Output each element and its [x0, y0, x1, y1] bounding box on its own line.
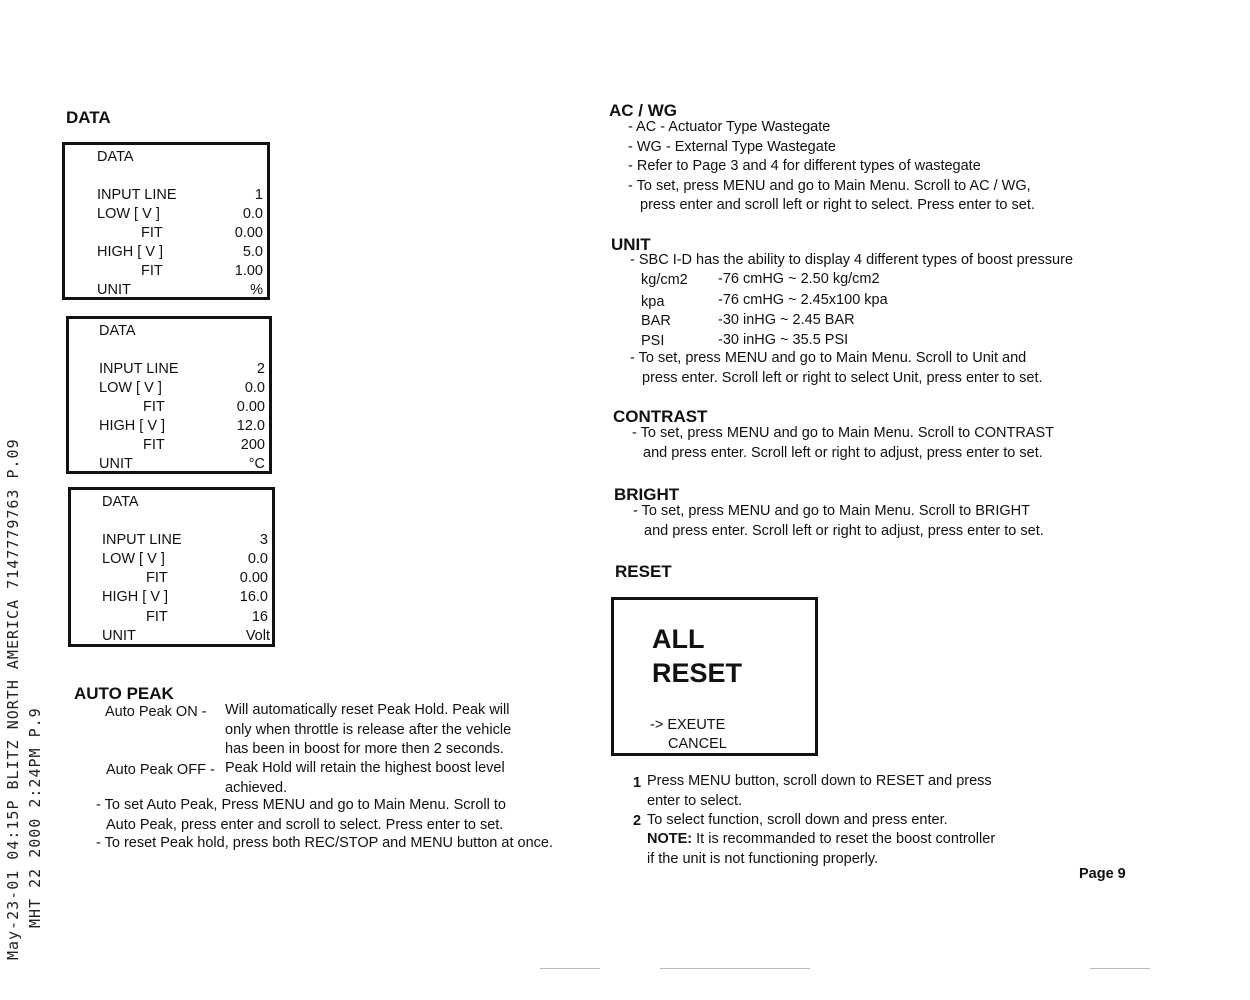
unit-value: °C — [248, 456, 265, 472]
input-line-value: 3 — [259, 532, 268, 548]
fit-value: 0.00 — [236, 399, 265, 415]
low-label: LOW [ V ] — [102, 551, 165, 567]
all-reset-screen — [611, 597, 818, 756]
unit-row-name: kpa — [641, 294, 665, 310]
high-value: 12.0 — [236, 418, 265, 434]
text-line: - To set Auto Peak, Press MENU and go to Main Menu. Scroll to — [96, 797, 506, 813]
fit-value: 0.00 — [234, 225, 263, 241]
auto-peak-set-instructions — [96, 796, 506, 835]
input-line-value: 2 — [256, 361, 265, 377]
auto-peak-off-label: Auto Peak OFF - — [106, 762, 215, 778]
reset-step-2-text: To select function, scroll down and press enter. — [647, 812, 948, 828]
high-label: HIGH [ V ] — [102, 589, 169, 605]
input-line-label: INPUT LINE — [97, 187, 177, 203]
text-line: if the unit is not functioning properly. — [647, 850, 879, 867]
unit-row-range: -76 cmHG ~ 2.45x100 kpa — [718, 292, 888, 308]
text-line: Auto Peak, press enter and scroll to select. Press enter to set. — [106, 816, 504, 833]
all-reset-line-2: RESET — [652, 658, 743, 688]
text-line: and press enter. Scroll left or right to adjust, press enter to set. — [644, 522, 1044, 539]
unit-row-range: -30 inHG ~ 2.45 BAR — [718, 312, 855, 328]
text-line: - WG - External Type Wastegate — [628, 138, 836, 155]
text-line: - To set, press MENU and go to Main Menu. Scroll to CONTRAST — [632, 425, 1054, 441]
text-line: - Refer to Page 3 and 4 for different types of wastegate — [628, 158, 981, 174]
high-label: HIGH [ V ] — [99, 418, 166, 434]
text-line: only when throttle is release after the vehicle — [225, 721, 512, 738]
auto-peak-on-label: Auto Peak ON - — [105, 704, 207, 720]
data-box-3 — [68, 487, 275, 647]
low-value: 0.0 — [242, 206, 263, 222]
reset-heading: RESET — [615, 562, 672, 581]
high-label: HIGH [ V ] — [97, 244, 164, 260]
fit-label: FIT — [143, 399, 165, 415]
data-box-2 — [66, 316, 272, 474]
fit-label: FIT — [143, 437, 165, 453]
contrast-heading: CONTRAST — [613, 407, 708, 426]
fax-header-line-1: May-23-01 04:15P BLITZ NORTH AMERICA 7147779763 P.09 — [4, 438, 22, 960]
unit-label: UNIT — [97, 282, 131, 298]
fit-label: FIT — [146, 570, 168, 586]
fit-value: 1.00 — [234, 263, 263, 279]
fit-label: FIT — [141, 263, 163, 279]
reset-step-1-text — [647, 772, 992, 811]
text-line: and press enter. Scroll left or right to adjust, press enter to set. — [643, 444, 1043, 461]
scan-artifact — [660, 968, 810, 969]
note-label: NOTE: — [647, 831, 693, 847]
fax-header-line-2: MHT 22 2000 2:24PM P.9 — [26, 707, 44, 928]
fit-value: 200 — [240, 437, 265, 453]
fit-value: 16 — [251, 609, 268, 625]
text-line: achieved. — [225, 779, 288, 796]
all-reset-line-1: ALL — [652, 624, 705, 654]
text-line: has been in boost for more then 2 seconds. — [225, 741, 504, 757]
auto-peak-reset-instruction: - To reset Peak hold, press both REC/STOP and MENU button at once. — [96, 835, 553, 851]
fit-label: FIT — [141, 225, 163, 241]
scan-artifact — [1090, 968, 1150, 969]
high-value: 5.0 — [242, 244, 263, 260]
unit-heading: UNIT — [611, 235, 651, 254]
page-number: Page 9 — [1079, 866, 1126, 882]
data-box-title: DATA — [97, 149, 134, 165]
fit-value: 0.00 — [239, 570, 268, 586]
ac-wg-text — [628, 118, 1035, 216]
reset-option-execute: -> EXEUTE — [650, 717, 726, 733]
text-line: - AC - Actuator Type Wastegate — [628, 119, 831, 135]
data-heading: DATA — [66, 108, 111, 127]
text-line: - To set, press MENU and go to Main Menu. Scroll to Unit and — [630, 350, 1027, 366]
bright-text — [633, 502, 1044, 541]
data-box-1 — [62, 142, 270, 300]
unit-label: UNIT — [102, 628, 136, 644]
high-value: 16.0 — [239, 589, 268, 605]
scan-artifact — [540, 968, 600, 969]
input-line-label: INPUT LINE — [102, 532, 182, 548]
low-label: LOW [ V ] — [97, 206, 160, 222]
fit-label: FIT — [146, 609, 168, 625]
reset-step-number: 1 — [633, 775, 642, 791]
ac-wg-heading: AC / WG — [609, 101, 677, 120]
unit-row-name: PSI — [641, 333, 665, 349]
auto-peak-heading: AUTO PEAK — [74, 684, 174, 703]
text-line: - To set, press MENU and go to Main Menu. Scroll to AC / WG, — [628, 177, 1031, 194]
unit-set-text — [630, 349, 1043, 388]
text-line: enter to select. — [647, 792, 743, 809]
low-label: LOW [ V ] — [99, 380, 162, 396]
text-line: Will automatically reset Peak Hold. Peak will — [225, 702, 510, 718]
unit-label: UNIT — [99, 456, 133, 472]
low-value: 0.0 — [244, 380, 265, 396]
text-line: press enter and scroll left or right to select. Press enter to set. — [640, 197, 1035, 213]
contrast-text — [632, 424, 1054, 463]
text-line: It is recommanded to reset the boost controller — [692, 831, 996, 847]
text-line: Peak Hold will retain the highest boost level — [225, 760, 505, 776]
low-value: 0.0 — [247, 551, 268, 567]
unit-intro: - SBC I-D has the ability to display 4 different types of boost pressure — [630, 252, 1074, 268]
text-line: press enter. Scroll left or right to select Unit, press enter to set. — [642, 369, 1043, 386]
data-box-title: DATA — [99, 323, 136, 339]
reset-note — [647, 830, 995, 869]
reset-option-cancel: CANCEL — [668, 736, 727, 752]
input-line-value: 1 — [254, 187, 263, 203]
unit-row-name: BAR — [641, 313, 671, 329]
text-line: Press MENU button, scroll down to RESET and press — [647, 773, 992, 789]
bright-heading: BRIGHT — [614, 485, 680, 504]
reset-step-number: 2 — [633, 813, 642, 829]
data-box-title: DATA — [102, 494, 139, 510]
unit-value: Volt — [245, 628, 270, 644]
note-line-1 — [647, 830, 995, 850]
unit-row-range: -76 cmHG ~ 2.50 kg/cm2 — [718, 271, 880, 287]
auto-peak-off-text — [225, 759, 505, 798]
auto-peak-on-text — [225, 701, 511, 760]
input-line-label: INPUT LINE — [99, 361, 179, 377]
unit-value: % — [250, 282, 263, 298]
unit-row-name: kg/cm2 — [641, 272, 688, 288]
unit-row-range: -30 inHG ~ 35.5 PSI — [718, 332, 849, 348]
text-line: - To set, press MENU and go to Main Menu. Scroll to BRIGHT — [633, 503, 1031, 519]
